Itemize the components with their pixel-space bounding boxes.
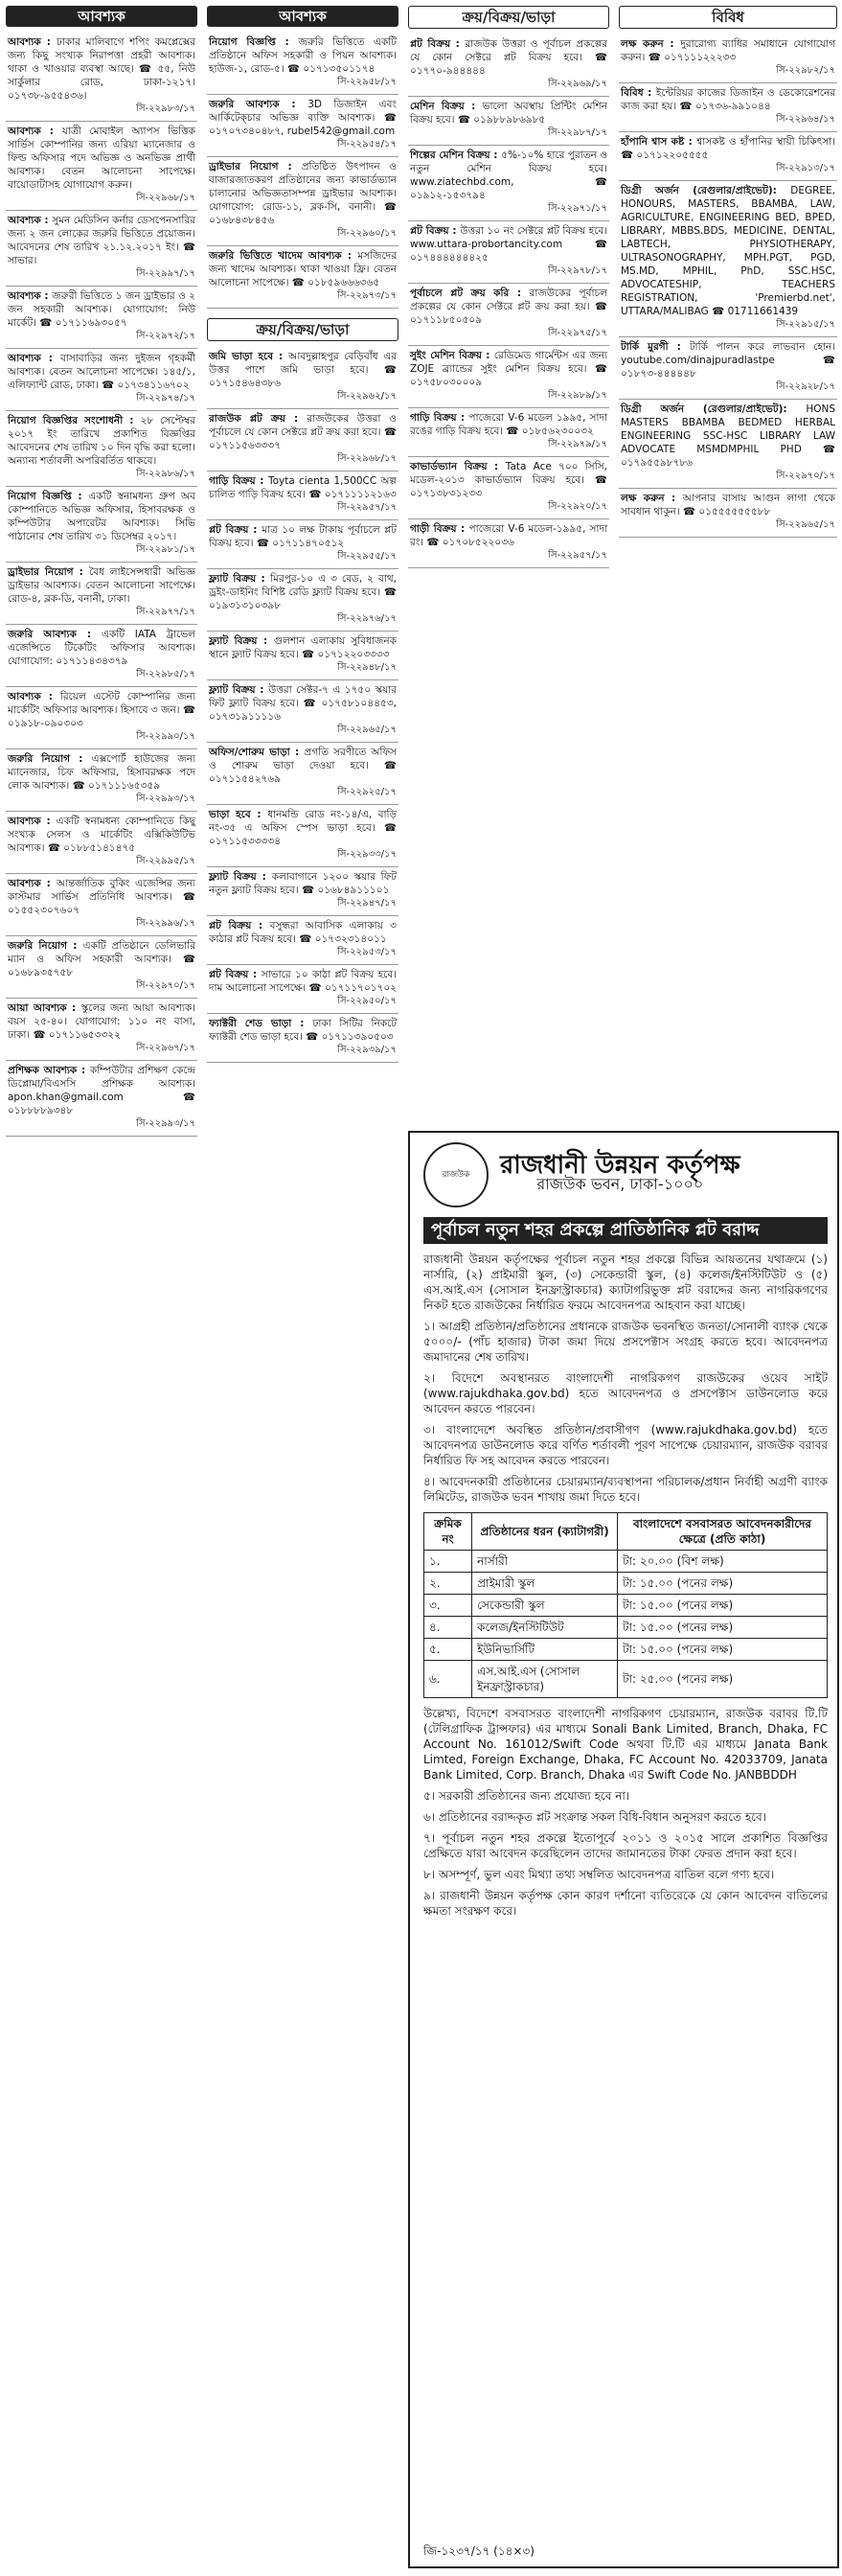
classified-ad <box>408 457 609 519</box>
classified-ad <box>619 181 837 337</box>
ad-ref: সি-২২৯৫৩/১৭ <box>337 947 397 957</box>
classified-ad <box>408 97 609 146</box>
table-cell: নার্সারী <box>472 1551 618 1573</box>
ad-body: সাভারে ১০ কাঠা প্লট বিক্রয় হবে। দাম আলোচনা সাপেক্ষে। ☎ ০১৭১১৭০১৭০২ <box>209 969 397 994</box>
ad-body: 3D ডিজাইন এবং আর্কিটেক্চার অভিজ্ঞ ব্যক্তি আবশ্যক। ☎ ০১৭০৭৩৪০৪৮৭, rubel542@gmail.com <box>209 99 397 137</box>
classified-ad <box>408 284 609 346</box>
ad-body: কলাবাগানে ১২০০ স্কয়ার ফিট নতুন ফ্ল্যাট বিক্রয় হবে। ☎ ০১৬৮৪৯১১১০১ <box>209 871 397 896</box>
ad-title: সুইং মেশিন বিক্রয় : <box>410 350 494 361</box>
ad-body: জরুরি ভিত্তিতে একটি প্রতিষ্ঠানে অফিস সহকারী ও পিয়ন আবশ্যক। হাউজ-১, রোড-৫। ☎ ০১৭১৩৫০১১৭৪ <box>209 36 397 75</box>
ad-body: গুলশান এলাকায় সুবিধাজনক স্থানে ফ্ল্যাট বিক্রয় হবে। ☎ ০১৭১২২০৩৩৩৩ <box>209 635 397 660</box>
classified-list <box>408 34 609 568</box>
table-row <box>424 1551 828 1573</box>
table-cell: টা: ১৫.০০ (পনের লক্ষ) <box>617 1617 827 1639</box>
ad-title: জরুরি আবশ্যক : <box>209 99 308 110</box>
ad-title: আবশ্যক : <box>8 36 57 48</box>
classified-ad <box>408 346 609 408</box>
fee-col-header: বাংলাদেশে বসবাসরত আবেদনকারীদের ক্ষেত্রে (প্রতি কাঠা) <box>617 1513 827 1551</box>
classified-ad <box>619 34 837 83</box>
classified-ad <box>408 34 609 97</box>
section-header-abosshok: আবশ্যক <box>207 6 398 27</box>
ad-ref: সি-২২৯৩৩/১৭ <box>337 849 397 860</box>
ad-body: Tata Ace ৭০০ সিসি, মডেল-২০১৩ কাভার্ডভ্যান বিক্রয় হবে। ☎ ০১৭১৩৮৩১২৩৩ <box>410 461 607 499</box>
ad-body: শ্বাসকষ্ট ও হাঁপানির স্থায়ী চিকিৎসা। ☎ ০১৭১২২০৫৫৫৫ <box>621 136 835 161</box>
classified-ad <box>408 146 609 221</box>
classified-ad <box>619 83 837 132</box>
column-4 <box>619 6 837 538</box>
ad-body: বাসাবাড়ির জন্য দুইজন গৃহকর্মী আবশ্যক। বেতন আলোচনা সাপেক্ষে। ১৪৫/১, এলিফ্যান্ট রোড, ঢাকা। ☎ ০১৭৩৪১১৬৭০২ <box>8 353 195 391</box>
ad-body: উত্তরা সেক্টর-৭ এ ১৭৫০ স্কয়ার ফিট ফ্ল্যাট বিক্রয় হবে। ☎ ০১৭৫৮১০৪৪৫৩, ০১৭৩১৯১১১১৬ <box>209 684 397 723</box>
ad-ref: সি-২২৯৭৬/১৭ <box>337 613 397 624</box>
ad-title: ফ্যাক্টরী শেড ভাড়া : <box>209 1018 313 1029</box>
ad-title: আবশ্যক : <box>8 215 53 226</box>
fee-table <box>423 1512 828 1698</box>
fee-col-header: ক্রমিক নং <box>424 1513 472 1551</box>
ad-ref: সি-২২৯৪৮/১৭ <box>337 662 397 673</box>
classified-ad <box>619 132 837 181</box>
classified-ad <box>619 489 837 538</box>
ad-ref: সি-২২৯৫৮/১৭ <box>337 77 397 87</box>
classified-ad <box>6 122 197 211</box>
notice-point: ১। আগ্রহী প্রতিষ্ঠান/প্রতিষ্ঠানের প্রধানকে রাজউক ভবনস্থিত জনতা/সোনালী ব্যাংক থেকে ৫০০০/- (পাঁচ হাজার) টাকা জমা দিয়ে প্রসপেক্টাস সংগ্রহ করতে হবে। আবেদনপত্র জমাদানের শেষ তারিখ। <box>423 1320 828 1364</box>
ad-body: পাজেরো V-6 মডেল ১৯৯৫, সাদা রঙের গাড়ি বিক্রয় হবে। ☎ ০১৮৫৬২৩০০৩২ <box>410 412 608 437</box>
classified-ad <box>408 408 609 457</box>
ad-title: জরুরি ভিত্তিতে খাদেম আবশ্যক : <box>209 250 358 262</box>
ad-title: ডিগ্রী অর্জন (রেগুলার/প্রাইভেট): <box>621 403 807 415</box>
classified-ad <box>207 916 398 965</box>
ad-ref: সি-২২৯৮২/১৭ <box>776 65 835 76</box>
ad-body: ২৮ সেপ্টেম্বর ২০১৭ ইং তারিখে প্রকাশিত বিজ্ঞপ্তির আবেদনের শেষ তারিখ ১০ দিন বৃদ্ধি করা হলো। অন্যান্য শর্তাবলী অপরিবর্তিত থাকবে। <box>8 415 195 467</box>
table-cell: সেকেন্ডারী স্কুল <box>472 1595 618 1617</box>
table-cell: টা: ১৫.০০ (পনের লক্ষ) <box>617 1573 827 1595</box>
classified-list <box>207 33 398 309</box>
ad-body: DEGREE, HONOURS, MASTERS, BBAMBA, LAW, AGRICULTURE, ENGINEERING BED, BPED, LIBRARY, MBBS.BDS, MEDICINE, DENTAL, LABTECH, PHYSIOTHERAPY, ULTRASONOGRAPHY, MPH.PGT, PGD, MS.MD, MPHIL, PhD, SSC.HSC, ADVOCATESHIP, TEACHERS REGISTRATION, 'Premierbd.net', UTTARA/MALIBAG ☎ 01711661439 <box>621 185 835 317</box>
ad-ref: সি-২২৯৭২/১৭ <box>136 331 195 341</box>
ad-title: কাভার্ডভ্যান বিক্রয় : <box>410 461 506 472</box>
ad-body: রাজউকের উত্তরা ও পূর্বাচলে যে কোন সেক্টরে প্লট ক্রয় করা হবে। ☎ ০১৭১১৫৬৩৩৩৭ <box>209 413 397 451</box>
classified-ad <box>6 749 197 812</box>
ad-body: Toyta cienta 1,500CC অল্প চালিত গাড়ি বিক্রয় হবে। ☎ ০১৭১১১১২১৬৩ <box>209 475 397 500</box>
classified-ad <box>207 157 398 246</box>
ad-body: রেডিমেড গার্মেন্টস এর জন্য ZOJE ব্র্যান্ডের সুইং মেশিন বিক্রয় হবে। ☎ ০১৭৫৮০৩০০০৯ <box>410 350 607 388</box>
classified-list <box>619 34 837 538</box>
ad-title: বিবিধ : <box>621 87 656 99</box>
ad-ref: সি-২২৯৭০/১৭ <box>136 980 195 991</box>
ad-body: বৈধ লাইসেন্সধারী অভিজ্ঞ ড্রাইভার আবশ্যক। বেতন আলোচনা সাপেক্ষে। রোড-৪, ব্লক-ডি, বনানী, ঢাকা। <box>8 566 195 605</box>
classified-ad <box>6 625 197 687</box>
ad-body: ধানমন্ডি রোড নং-১৪/এ, বাড়ি নং-৩৫ এ অফিস স্পেস ভাড়া হবে। ☎ ০১৭১১৫৩৩৩৩৪ <box>209 809 397 847</box>
section-header-bibidh: বিবিধ <box>619 6 837 29</box>
column-3 <box>408 6 609 568</box>
ad-ref: সি-২২৯৭১/১৭ <box>548 203 607 214</box>
classified-ad <box>6 349 197 411</box>
ad-ref: সি-২২৯৬৮/১৭ <box>136 193 195 203</box>
ad-body: HONS MASTERS BBAMBA BEDMED HERBAL ENGINEERING SSC-HSC LIBRARY LAW ADVOCATE MSMDMPHIL PHD ☎ ০১৭৯৫৫৯৮৭৮৬ <box>621 403 835 469</box>
ad-body: মাত্র ১০ লক্ষ টাকায় পূর্বাচলে প্লট বিক্রয় হবে। ☎ ০১৭১১৪৭০৫১২ <box>209 524 397 549</box>
ad-title: আবশ্যক : <box>8 816 57 827</box>
classified-ad <box>408 519 609 568</box>
fee-table-header <box>424 1513 828 1551</box>
classified-ad <box>6 1061 197 1137</box>
ad-title: ফ্ল্যাট বিক্রয় : <box>209 635 274 647</box>
ad-title: জরুরি আবশ্যক : <box>8 629 102 640</box>
ad-title: নিয়োগ বিজ্ঞপ্তি : <box>8 491 89 502</box>
ad-ref: সি-২২৯৬৭/১৭ <box>136 1043 195 1053</box>
ad-ref: সি-২২৯৭৫/১৭ <box>548 328 607 338</box>
notice-title: রাজধানী উন্নয়ন কর্তৃপক্ষ <box>500 1151 740 1180</box>
ad-body: ঢাকা সিটির নিকটে ফ্যাক্টরী শেড ভাড়া হবে। ☎ ০১৭১১৩৯০৫০৩ <box>209 1018 397 1043</box>
ad-body: উত্তরা ১০ নং সেক্টরে প্লট বিক্রয় হবে। www.uttara-probortancity.com ☎ ০১৭৪৪৪৪৪৪৪২৫ <box>410 225 607 264</box>
notice-point: ৮। অসম্পূর্ণ, ভুল এবং মিথ্যা তথ্য সম্বলিত আবেদনপত্র বাতিল বলে গণ্য হবে। <box>423 1868 775 1881</box>
ad-body: আন্তর্জাতিক বুকিং এজেন্সির জন্য কাস্টমার সার্ভিস প্রতিনিধি আবশ্যক। ☎ ০১৫৫২৩০৭৬০৭ <box>8 878 195 916</box>
table-row <box>424 1661 828 1698</box>
ad-ref: সি-২২৯৫৭/১৭ <box>548 550 607 561</box>
ad-ref: সি-২২৯৮৭/১৭ <box>548 127 607 138</box>
classified-list <box>6 33 197 1137</box>
table-cell: টা: ১৫.০০ (পনের লক্ষ) <box>617 1639 827 1661</box>
classified-ad <box>207 805 398 867</box>
classified-ad <box>207 569 398 632</box>
classified-ad <box>6 211 197 287</box>
ad-ref: সি-২২৯২৮/১৭ <box>776 381 835 392</box>
ad-title: অফিস/শোরুম ভাড়া : <box>209 747 305 758</box>
ad-ref: সি-২২৯১৫/১৭ <box>776 319 835 330</box>
ad-title: প্লট বিক্রয় : <box>410 38 466 50</box>
classified-ad <box>619 337 837 400</box>
ad-title: নিয়োগ বিজ্ঞপ্তির সংশোধনী : <box>8 415 141 426</box>
table-row <box>424 1595 828 1617</box>
ad-body: একটি প্রতিষ্ঠানে ডেলিভারি ম্যান ও অফিস সহকারী আবশ্যক। ☎ ০১৬৮৯৩৫৭৫৮ <box>8 940 195 978</box>
ad-title: আয়া আবশ্যক : <box>8 1002 81 1014</box>
ad-title: পূর্বাচলে প্লট ক্রয় করি : <box>410 288 530 299</box>
classified-ad <box>6 936 197 999</box>
ad-ref: সি-২২৯৭০/১৭ <box>776 471 835 481</box>
ad-title: প্লট বিক্রয় : <box>410 225 461 237</box>
fee-col-header: প্রতিষ্ঠানের ধরন (ক্যাটাগরী) <box>472 1513 618 1551</box>
ad-title: জমি ভাড়া হবে : <box>209 351 289 362</box>
classified-ad <box>207 1014 398 1063</box>
ad-ref: সি-২২৯২০/১৭ <box>548 501 607 512</box>
ad-body: যাত্রী মোবাইল অ্যাপস ভিত্তিক সার্ভিস কোম্পানির জন্য এরিয়া ম্যানেজার ও ফিল্ড অফিসার পদে অভিজ্ঞ ও অনভিজ্ঞ প্রার্থী আবশ্যক। বেতন আলোচনা সাপেক্ষে। বায়োডাটাসহ যোগাযোগ করুন। <box>8 126 195 191</box>
table-cell: ২. <box>424 1573 472 1595</box>
ad-title: গাড়ি বিক্রয় : <box>209 475 268 487</box>
table-row <box>424 1573 828 1595</box>
ad-title: ড্রাইভার নিয়োগ : <box>8 566 89 578</box>
classified-list <box>207 347 398 1063</box>
classified-ad <box>6 487 197 563</box>
ad-body: একটি IATA ট্রাভেল এজেন্সিতে টিকেটিং অফিসার আবশ্যক। যোগাযোগ: ০১৭১১৪৩৪৩৭৯ <box>8 629 195 667</box>
table-cell: ৪. <box>424 1617 472 1639</box>
ad-body: কম্পিউটার প্রশিক্ষণ কেন্দ্রে ডিপ্লোমা/বিএসসি প্রশিক্ষক আবশ্যক। apon.khan@gmail.com ☎ ০১৮৮৮৮৯৩৪৮ <box>8 1065 195 1116</box>
ad-title: গাড়ী বিক্রয় : <box>410 523 469 535</box>
ad-ref: সি-২২৯৫৫/১৭ <box>337 551 397 562</box>
ad-title: আবশ্যক : <box>8 878 57 889</box>
ad-ref: সি-২২৯৬৯/১৭ <box>548 79 607 89</box>
notice-points-2 <box>423 1788 828 1919</box>
notice-band: পূর্বাচল নতুন শহর প্রকল্পে প্রাতিষ্ঠানিক প্লট বরাদ্দ <box>423 1217 828 1244</box>
classified-ad <box>6 563 197 625</box>
ad-ref: সি-২২৯৩৯/১৭ <box>337 1045 397 1055</box>
rajuk-seal-icon: রাজউক <box>423 1142 489 1208</box>
notice-subtitle: রাজউক ভবন, ঢাকা-১০০০ <box>536 1175 704 1193</box>
ad-ref: সি-২২৯৯৭/১৭ <box>136 268 195 279</box>
ad-ref: সি-২২৯৫৭/১৭ <box>337 502 397 513</box>
ad-ref: সি-২২৯৮৫/১৭ <box>136 669 195 679</box>
ad-body: রাজউক উত্তরা ও পূর্বাচল প্রকল্পের যে কোন সেক্টরে প্লট বিক্রয় হবে। ☎ ০১৭৭০-৯৪৪৪৪৪ <box>410 38 607 77</box>
ad-title: ফ্ল্যাট বিক্রয় : <box>209 684 269 696</box>
ad-body: পাজেরো V-6 মডেল-১৯৯৫, সাদা রং। ☎ ০১৭০৮৫২২০৩৬ <box>410 523 607 548</box>
ad-title: মেশিন বিক্রয় : <box>410 101 483 112</box>
table-cell: এস.আই.এস (সোসাল ইনফ্রাস্ট্রাকচার) <box>472 1661 618 1698</box>
ad-body: একটি স্বনামধন্য গ্রুপ অব কোম্পানিতে অভিজ্ঞ অফিসার, হিসাবরক্ষক ও কম্পিউটার অপারেটর আবশ্যক। সিভি পাঠানোর শেষ তারিখ ৩১ ডিসেম্বর ২০১৭। <box>8 491 195 542</box>
notice-point: ৯। রাজধানী উন্নয়ন কর্তৃপক্ষ কোন কারণ দর্শানো ব্যতিরেকে যে কোন আবেদন বাতিলের ক্ষমতা সংরক্ষণ করে। <box>423 1889 828 1918</box>
ad-title: আবশ্যক : <box>8 126 62 137</box>
notice-point: ২। বিদেশে অবস্থানরত বাংলাদেশী নাগরিকগণ রাজউকের ওয়েব সাইট (www.rajukdhaka.gov.bd) হতে আবেদনপত্র ও প্রসপেক্টাস ডাউনলোড করে আবেদন করতে পারবেন। <box>423 1371 828 1415</box>
table-cell: প্রাইমারী স্কুল <box>472 1573 618 1595</box>
table-cell: ৫. <box>424 1639 472 1661</box>
ad-body: আপনার বাসায় আগুন লাগা থেকে সাবধান থাকুন। ☎ ০১৫৫৫৫৫৫৫৮৮ <box>621 493 835 518</box>
classified-ad <box>6 287 197 349</box>
ad-body: প্রতিষ্ঠিত উৎপাদন ও বাজারজাতকরণ প্রতিষ্ঠানের জন্য কাভার্ডভ্যান চালানোর অভিজ্ঞতাসম্পন্ন ড্রাইভার আবশ্যক। যোগাযোগ: রোড-১১, ব্লক-সি, বনানী। ☎ ০১৬৮৪৩৮৪৫৬ <box>209 161 398 226</box>
notice-intro: রাজধানী উন্নয়ন কর্তৃপক্ষের পূর্বাচল নতুন শহর প্রকল্পে বিভিন্ন আয়তনের যথাক্রমে (১) নার্সারি, (২) প্রাইমারী স্কুল, (৩) সেকেন্ডারী স্কুল, (৪) কলেজ/ইনস্টিটিউট ও (৫) এস.আই.এস (সোসাল ইনফ্রাস্ট্রাকচার) ক্যাটাগরিভুক্ত প্লট বরাদ্দের জন্য নাগরিকগণের নিকট হতে রাজউকের নির্ধারিত ফরমে আবেদনপত্র আহবান করা যাচ্ছে। <box>423 1253 828 1312</box>
classified-ad <box>207 33 398 95</box>
ad-body: দুরারোগ্য ব্যাধির সমাধানে যোগাযোগ করুন। ☎ ০১৭১১১২২২৩৩ <box>621 38 835 63</box>
ad-ref: সি-২২৯৮১/১৭ <box>136 544 195 555</box>
ad-title: জরুরি নিয়োগ : <box>8 940 83 952</box>
classified-ad <box>6 687 197 749</box>
table-cell: ৬. <box>424 1661 472 1698</box>
ad-body: মিরপুর-১০ এ ৩ বেড, ২ বাথ, ড্রইং-ডাইনিং বিশিষ্ট রেডি ফ্ল্যাট বিক্রয় হবে। ☎ ০১৯৩১৩১০৩৯৮ <box>209 573 397 611</box>
table-cell: ১. <box>424 1551 472 1573</box>
ad-title: শিল্পের মেশিন বিক্রয় : <box>410 150 502 161</box>
ad-ref: সি-২২৯৫৪/১৭ <box>337 139 397 150</box>
section-header-kroy-bikroy: ক্রয়/বিক্রয়/ভাড়া <box>408 6 609 29</box>
ad-ref: সি-২২৯৭৩/১৭ <box>337 290 397 301</box>
classified-ad <box>6 874 197 936</box>
ad-ref: সি-২২৯৫০/১৭ <box>337 996 397 1006</box>
classified-ad <box>207 409 398 472</box>
ad-body: ভালো অবস্থায় প্রিন্টিং মেশিন বিক্রয় হবে। ☎ ০১৯৮৮৯৮৬৯৮৫ <box>410 101 607 126</box>
ad-ref: সি-২২৯৮৩/১৭ <box>136 104 195 114</box>
ad-ref: সি-২২৯৯৩/১৭ <box>136 794 195 804</box>
ad-body: টার্কি পালন করে লাভবান হোন। youtube.com/dinajpuradlastpe ☎ ০১৮৭৩-৪৪৪৪৪৮ <box>621 341 835 380</box>
classified-ad <box>207 680 398 743</box>
ad-body: ৫%-১০% হারে পুরাতন ও নতুন মেশিন বিক্রয় হবে। www.ziatechbd.com, ☎ ০১৯১২-১৫৩৭৯৪ <box>410 150 607 201</box>
table-cell: টা: ২৫.০০ (পনের লক্ষ) <box>617 1661 827 1698</box>
table-cell: কলেজ/ইনস্টিটিউট <box>472 1617 618 1639</box>
classified-ad <box>207 95 398 157</box>
ad-title: নিয়োগ বিজ্ঞপ্তি : <box>209 36 299 48</box>
ad-title: গাড়ি বিক্রয় : <box>410 412 469 424</box>
ad-ref: সি-২২৯৬০/১৭ <box>337 228 397 239</box>
column-1 <box>6 6 197 1137</box>
section-header-abosshok: আবশ্যক <box>6 6 197 27</box>
classified-ad <box>6 999 197 1061</box>
notice-point: ৩। বাংলাদেশে অবস্থিত প্রতিষ্ঠান/প্রবাসীগণ (www.rajukdhaka.gov.bd) হতে আবেদনপত্র ডাউনলোড করে বর্ণিত শর্তাবলী পূরণ সাপেক্ষে চেয়ারম্যান, রাজউক বরাবর নির্ধারিত ফি সহ আবেদন করতে পারবেন। <box>423 1423 828 1467</box>
ad-ref: সি-২২৯৮৯/১৭ <box>548 390 607 401</box>
ad-title: জরুরি নিয়োগ : <box>8 753 92 765</box>
classified-ad <box>6 33 197 122</box>
ad-body: আবদুল্লাহপুর বেড়িবাঁধ এর উত্তর পাশে জমি ভাড়া হবে। ☎ ০১৭১৫৪৬৪৩৮৬ <box>209 351 397 389</box>
ad-ref: সি-২২৯৬৫/১৭ <box>337 724 397 735</box>
ad-body: জরুরী ভিত্তিতে ১ জন ড্রাইভার ও ২ জন সহকারী আবশ্যক। যোগাযোগ: নিউ মার্কেট। ☎ ০১৭১১৬৯৩০৫৭ <box>8 290 195 329</box>
ad-title: প্লট বিক্রয় : <box>209 524 262 536</box>
ad-title: আবশ্যক : <box>8 691 60 702</box>
classified-ad <box>207 246 398 309</box>
ad-title: ভাড়া হবে : <box>209 809 268 820</box>
ad-title: প্লট বিক্রয় : <box>209 920 270 932</box>
section-header-kroy-bikroy: ক্রয়/বিক্রয়/ভাড়া <box>207 318 398 341</box>
ad-body: একটি স্বনামধন্য কোম্পানিতে কিছু সংখ্যক সেলস ও মার্কেটিং এক্সিকিউটিভ আবশ্যক। ☎ ০১৮৮৫১৪১৪৭৫ <box>8 816 195 854</box>
notice-point: ৬। প্রতিষ্ঠানের বরাদ্দকৃত প্লট সংক্রান্ত সকল বিধি-বিধান অনুসরণ করতে হবে। <box>423 1810 766 1824</box>
ad-title: আবশ্যক : <box>8 353 60 364</box>
table-cell: টা: ১৫.০০ (পনের লক্ষ) <box>617 1595 827 1617</box>
classified-ad <box>207 520 398 569</box>
classified-ad <box>408 221 609 284</box>
classified-ad <box>207 347 398 409</box>
ad-title: আবশ্যক : <box>8 290 53 302</box>
ad-title: প্রশিক্ষক আবশ্যক : <box>8 1065 90 1076</box>
ad-title: প্লট বিক্রয় : <box>209 969 262 980</box>
ad-title: লক্ষ করুন : <box>621 38 681 50</box>
table-row <box>424 1639 828 1661</box>
ad-body: রাজউকের পূর্বাচল প্রকল্পের যে কোন সেক্টরে প্লট ক্রয় করা হয়। ☎ ০১৭১১৮৫০৫০৯ <box>410 288 607 326</box>
ad-body: রিয়েল এস্টেট কোম্পানির জন্য মার্কেটিং অফিসার আবশ্যক। হিসাবে ৩ জন। ☎ ০১৯১৮-০৯০৩০৩ <box>8 691 195 729</box>
rajuk-notice <box>408 1131 839 2568</box>
classified-ad <box>207 743 398 805</box>
table-cell: টা: ২০.০০ (বিশ লক্ষ) <box>617 1551 827 1573</box>
ad-body: সুমন মেডিসিন কর্নার ডেসপেনসারির জন্য ২ জন লোকের জরুরি ভিত্তিতে প্রয়োজন। আবেদনের শেষ তারিখ ২১.১২.২০১৭ ইং। ☎ সাভার। <box>8 215 195 266</box>
ad-title: রাজউক প্লট ক্রয় : <box>209 413 307 425</box>
ad-ref: সি-২২৯৬৫/১৭ <box>776 519 835 530</box>
ad-ref: সি-২২৯৭৮/১৭ <box>548 265 607 276</box>
notice-points <box>423 1319 828 1505</box>
ad-body: ইন্টেরিয়র কাজের ডিজাইন ও ডেকোরেশনের কাজ করা হয়। ☎ ০১৭৩৬-৯৯১০৪৪ <box>621 87 835 112</box>
ad-ref: সি-২২৯৭৪/১৭ <box>136 393 195 403</box>
ad-body: প্রগতি সরণীতে অফিস ও শোরুম ভাড়া দেওয়া হবে। ☎ ০১৭১১৫৪২৭৬৯ <box>209 747 397 785</box>
ad-title: লক্ষ করুন : <box>621 493 683 504</box>
ad-ref: সি-২২৯৯৩/১৭ <box>136 1118 195 1129</box>
ad-body: মসজিদের জন্য খাদেম আবশ্যক। থাকা খাওয়া ফ্রি। বেতন আলোচনা সাপেক্ষে। ☎ ০১৮৫৯৬৬৬৩৬৫ <box>209 250 397 288</box>
classified-ad <box>6 411 197 487</box>
notice-header <box>423 1142 828 1208</box>
classified-ad <box>6 812 197 874</box>
ad-ref: সি-২২৯২৫/১৭ <box>337 787 397 797</box>
ad-title: ফ্ল্যাট বিক্রয় : <box>209 871 272 883</box>
column-2 <box>207 6 398 1063</box>
notice-point: ৭। পূর্বাচল নতুন শহর প্রকল্পে ইতোপূর্বে ২০১১ ও ২০১৫ সালে প্রকাশিত বিজ্ঞপ্তির প্রেক্ষিতে যারা আবেদন করেছিলেন তাদের জামানতের টাকা ফেরত প্রদান করা হবে। <box>423 1831 828 1860</box>
table-cell: ৩. <box>424 1595 472 1617</box>
notice-footer: জি-১২৩৭/১৭ (১৪×৩) <box>423 2544 535 2558</box>
classified-ad <box>207 867 398 916</box>
classified-ad <box>619 400 837 489</box>
table-cell: ইউনিভার্সিটি <box>472 1639 618 1661</box>
ad-body: স্কুলের জন্য আয়া আবশ্যক। বয়স ২৫-৪০। যোগাযোগ: ১১০ নং বাসা, ঢাকা। ☎ ০১৭১১৬৫৩৩২২ <box>8 1002 195 1041</box>
notice-point: ৪। আবেদনকারী প্রতিষ্ঠানের চেয়ারম্যান/ব্যবস্থাপনা পরিচালক/প্রধান নির্বাহী অগ্রণী ব্যাংক লিমিটেড, রাজউক ভবন শাখায় জমা দিতে হবে। <box>423 1475 828 1504</box>
ad-ref: সি-২২৯৭৭/১৭ <box>136 607 195 617</box>
ad-ref: সি-২২৯১৩/১৭ <box>776 163 835 173</box>
ad-ref: সি-২২৯৮৬/১৭ <box>136 469 195 479</box>
ad-title: ফ্ল্যাট বিক্রয় : <box>209 573 271 585</box>
ad-body: এক্সপোর্ট হাউজের জন্য ম্যানেজার, চিফ অফিসার, হিসাবরক্ষক পদে লোক আবশ্যক। ☎ ০১৭১১১৬৫৩৫৯ <box>8 753 196 792</box>
ad-ref: সি-২২৯৯৬/১৭ <box>136 918 195 929</box>
classified-ad <box>207 965 398 1014</box>
ad-ref: সি-২২৯৯০/১৭ <box>136 731 195 742</box>
table-row <box>424 1617 828 1639</box>
ad-ref: সি-২২৯৬২/১৭ <box>337 391 397 402</box>
ad-ref: সি-২২৯৪৭/১৭ <box>337 898 397 908</box>
ad-ref: সি-২২৯৭৯/১৭ <box>548 439 607 449</box>
ad-title: টার্কি মুরগী : <box>621 341 690 353</box>
ad-body: বসুন্ধরা আবাসিক এলাকায় ৩ কাঠার প্লট বিক্রয় হবে। ☎ ০১৭৩২৩১৪০১১ <box>209 920 397 945</box>
ad-ref: সি-২২৯৬৪/১৭ <box>776 114 835 125</box>
notice-point: ৫। সরকারী প্রতিষ্ঠানের জন্য প্রযোজ্য হবে না। <box>423 1789 630 1803</box>
ad-title: ড্রাইভার নিয়োগ : <box>209 161 302 172</box>
ad-title: হাঁপানি শ্বাস কষ্ট : <box>621 136 697 148</box>
ad-title: ডিগ্রী অর্জন (রেগুলার/প্রাইভেট): <box>621 185 791 196</box>
ad-ref: সি-২২৯৬৮/১৭ <box>337 453 397 464</box>
ad-body: ঢাকার মালিবাগে শপিং কমপ্লেক্সের জন্য কিছু সংখ্যক নিরাপত্তা প্রহরী আবশ্যক। থাকা ও খাওয়ার ব্যবস্থা আছে। ☎ ৫৫, নিউ সার্কুলার রোড, ঢাকা-১২১৭। ০১৭৩৮-৯৫৫৪৩৬। <box>8 36 195 102</box>
bank-info: উল্লেখ্য, বিদেশে বসবাসরত বাংলাদেশী নাগরিকগণ চেয়ারম্যান, রাজউক বরাবর টি.টি (টেলিগ্রাফিক ট্রান্সফার) এর মাধ্যমে Sonali Bank Limited, Branch, Dhaka, FC Account No. 161012/Swift Code অথবা টি.টি এর মাধ্যমে Janata Bank Limted, Foreign Exchange, Dhaka, FC Account No. 42033709, Janata Bank Limited, Corp. Branch, Dhaka এর Swift Code No. JANBBDDH <box>423 1707 828 1782</box>
classified-ad <box>207 472 398 520</box>
classified-ad <box>207 632 398 680</box>
ad-ref: সি-২২৯৯৫/১৭ <box>136 856 195 866</box>
